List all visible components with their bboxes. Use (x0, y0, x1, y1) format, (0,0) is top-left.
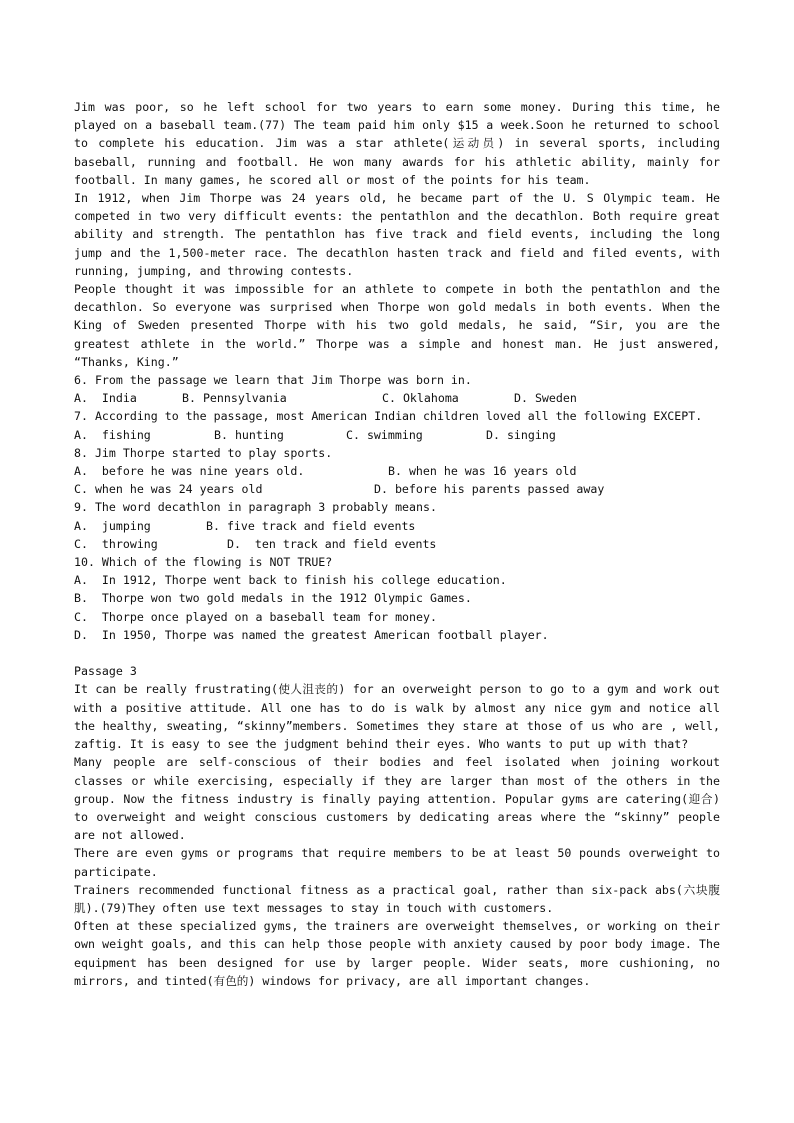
option-b: B. Thorpe won two gold medals in the 1912 Olympic Games. (74, 591, 472, 606)
option-row (74, 517, 720, 535)
section-spacer (74, 644, 720, 662)
question-stem: 6. From the passage we learn that Jim Thorpe was born in. (74, 373, 472, 388)
option-a: A. In 1912, Thorpe went back to finish his college education. (74, 573, 507, 588)
passage-3-paragraph-4: Trainers recommended functional fitness as a practical goal, rather than six-pack abs(六块腹肌).(79)They often use text messages to stay in touch with customers. (74, 882, 720, 915)
passage-3-paragraph-2: Many people are self-conscious of their bodies and feel isolated when joining workout classes or while exercising, especially if they are larger than most of the others in the group. Now the fitness industry is finally paying attention. Popular gyms are catering(迎合) to overweight and weight conscious customers by dedicating areas where the “skinny” people are not allowed. (74, 755, 720, 843)
question-8 (74, 444, 720, 499)
option-a: A. India (74, 391, 137, 406)
passage-3-paragraph-3: There are even gyms or programs that require members to be at least 50 pounds overweight to participate. (74, 846, 720, 879)
question-7 (74, 407, 720, 443)
option-c: C. swimming (346, 427, 423, 442)
option-a: A. jumping (74, 518, 151, 533)
option-row (74, 480, 720, 498)
option-c: C. Thorpe once played on a baseball team for money. (74, 609, 437, 624)
option-c: C. Oklahoma (382, 391, 459, 406)
passage-3 (74, 662, 720, 990)
option-d: D. before his parents passed away (374, 482, 605, 497)
passage-2-paragraph-3: People thought it was impossible for an athlete to compete in both the pentathlon and the decathlon. So everyone was surprised when Thorpe won gold medals in both events. When the King of Sweden presented Thorpe with his two gold medals, he said, “Sir, you are the greatest athlete in the world.” Thorpe was a simple and honest man. He just answered, “Thanks, King.” (74, 282, 720, 369)
passage-2-body (74, 98, 720, 371)
passage-2-paragraph-2: In 1912, when Jim Thorpe was 24 years old, he became part of the U. S Olympic team. He competed in two very difficult events: the pentathlon and the decathlon. Both require great ability and strength. The pentathlon has five track and field events, including the long jump and the 1,500-meter race. The decathlon hasten track and field and filed events, with running, jumping, and throwing contests. (74, 191, 720, 278)
question-9 (74, 498, 720, 553)
option-d: D. singing (486, 427, 556, 442)
question-list (74, 371, 720, 644)
option-b: B. hunting (214, 427, 284, 442)
question-10 (74, 553, 720, 644)
option-c: C. when he was 24 years old (74, 482, 263, 497)
passage-2-paragraph-1: Jim was poor, so he left school for two years to earn some money. During this time, he played on a baseball team.(77) The team paid him only $15 a week.Soon he returned to school to complete his education. Jim was a star athlete(运动员) in several sports, including baseball, running and football. He won many awards for his athletic ability, mainly for football. In many games, he scored all or most of the points for his team. (74, 100, 720, 187)
option-c: C. throwing (74, 536, 158, 551)
option-row (74, 535, 720, 553)
option-a: A. fishing (74, 427, 151, 442)
option-b: B. Pennsylvania (182, 391, 287, 406)
option-d: D. In 1950, Thorpe was named the greatest American football player. (74, 627, 549, 642)
passage-3-paragraph-1: It can be really frustrating(使人沮丧的) for an overweight person to go to a gym and work out with a positive attitude. All one has to do is walk by almost any nice gym and notice all the healthy, sweating, “skinny”members. Sometimes they stare at those of us who are , well, zaftig. It is easy to see the judgment behind their eyes. Who wants to put up with that? (74, 682, 720, 752)
question-stem: 8. Jim Thorpe started to play sports. (74, 445, 333, 460)
option-row (74, 462, 720, 480)
question-stem: 7. According to the passage, most American Indian children loved all the following EXCEPT. (74, 409, 703, 424)
option-d: D. ten track and field events (227, 536, 437, 551)
option-a: A. before he was nine years old. (74, 464, 305, 479)
question-6 (74, 371, 720, 407)
option-d: D. Sweden (514, 391, 577, 406)
option-row (74, 426, 720, 444)
question-stem: 10. Which of the flowing is NOT TRUE? (74, 555, 333, 570)
question-stem: 9. The word decathlon in paragraph 3 probably means. (74, 500, 437, 515)
passage-3-paragraph-5: Often at these specialized gyms, the trainers are overweight themselves, or working on their own weight goals, and this can help those people with anxiety caused by poor body image. The equipment has been designed for use by larger people. Wider seats, more cushioning, no mirrors, and tinted(有色的) windows for privacy, are all important changes. (74, 919, 720, 988)
document-page (74, 98, 720, 990)
passage-3-title: Passage 3 (74, 664, 137, 679)
option-b: B. when he was 16 years old (388, 464, 577, 479)
option-row (74, 389, 720, 407)
option-b: B. five track and field events (206, 518, 416, 533)
